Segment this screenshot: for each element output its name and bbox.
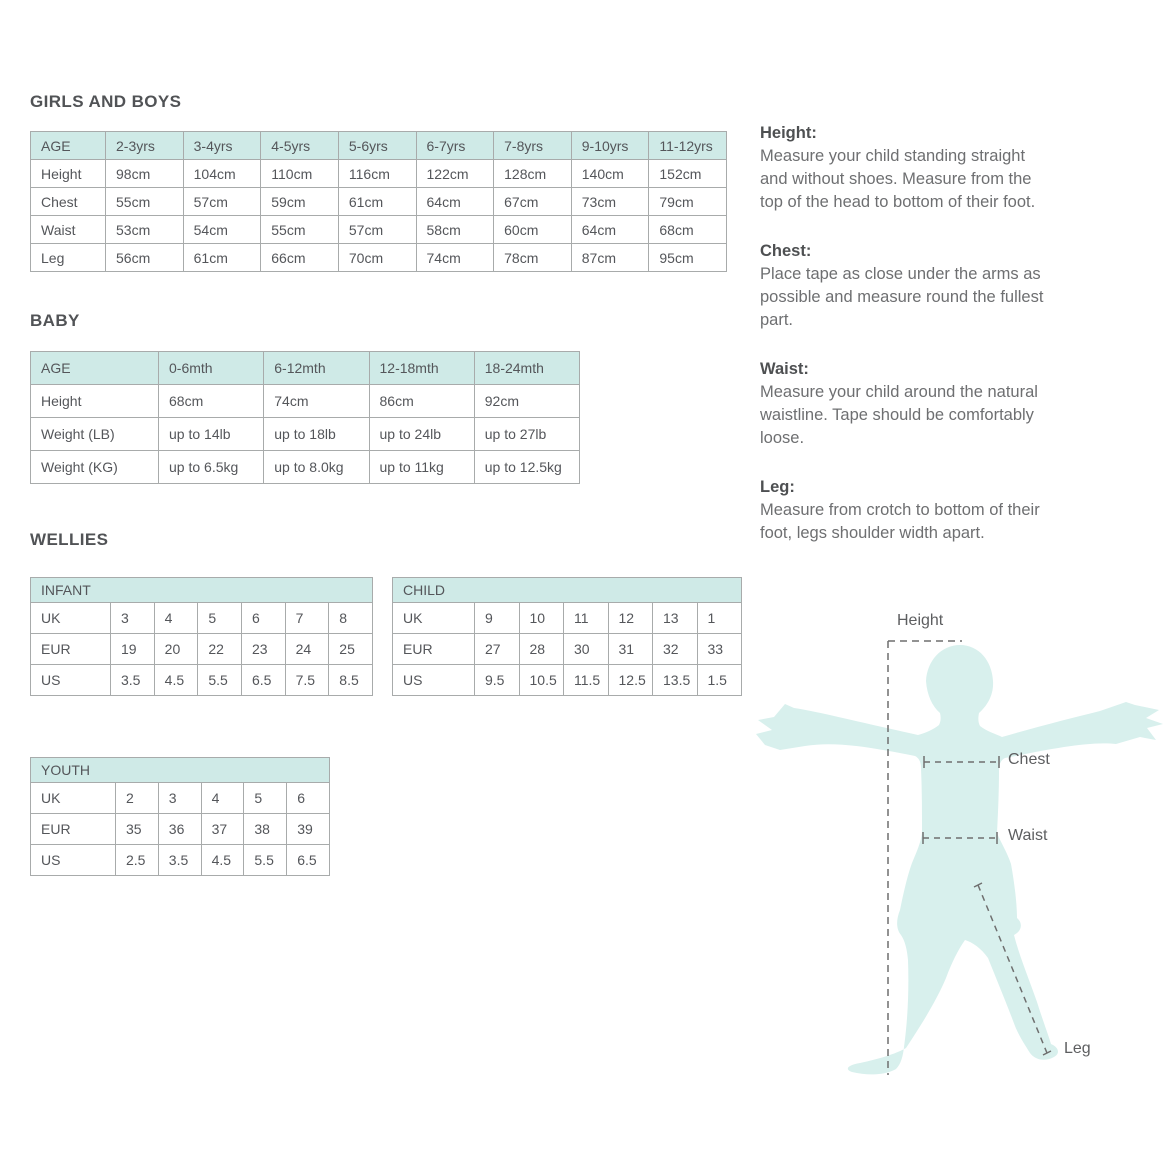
value-cell: up to 6.5kg: [159, 451, 264, 484]
value-cell: 92cm: [474, 385, 579, 418]
value-cell: 39: [287, 814, 330, 845]
value-cell: 104cm: [183, 160, 261, 188]
value-cell: up to 18lb: [264, 418, 369, 451]
section-title-wellies: WELLIES: [30, 530, 109, 549]
table-row: [393, 665, 742, 696]
table-row: [31, 451, 580, 484]
table-banner-row: [393, 578, 742, 603]
value-cell: 24: [285, 634, 329, 665]
table-banner-cell: YOUTH: [31, 758, 330, 783]
row-label-cell: EUR: [31, 634, 111, 665]
value-cell: 55cm: [106, 188, 184, 216]
table-row: [31, 783, 330, 814]
value-cell: 67cm: [494, 188, 572, 216]
row-label-cell: EUR: [393, 634, 475, 665]
value-cell: 9: [475, 603, 520, 634]
row-label-cell: Weight (LB): [31, 418, 159, 451]
value-cell: 6.5: [287, 845, 330, 876]
instruction-block-waist: [760, 358, 1130, 450]
value-cell: 19: [111, 634, 155, 665]
table-header-cell: 5-6yrs: [338, 132, 416, 160]
table-header-cell: AGE: [31, 352, 159, 385]
row-label-cell: Chest: [31, 188, 106, 216]
value-cell: 8.5: [329, 665, 373, 696]
row-label-cell: EUR: [31, 814, 116, 845]
value-cell: 3: [158, 783, 201, 814]
value-cell: 12.5: [608, 665, 653, 696]
value-cell: up to 27lb: [474, 418, 579, 451]
wellies-infant-table: [30, 577, 373, 696]
child-silhouette-illustration: [750, 598, 1169, 1098]
value-cell: 95cm: [649, 244, 727, 272]
value-cell: 23: [241, 634, 285, 665]
value-cell: 2: [116, 783, 159, 814]
value-cell: 73cm: [571, 188, 649, 216]
value-cell: 5.5: [244, 845, 287, 876]
instruction-text-line: Measure your child standing straight: [760, 147, 1026, 165]
section-title-baby: BABY: [30, 311, 80, 330]
table-row: [31, 216, 727, 244]
value-cell: 74cm: [416, 244, 494, 272]
table-banner-cell: INFANT: [31, 578, 373, 603]
value-cell: 3: [111, 603, 155, 634]
value-cell: up to 8.0kg: [264, 451, 369, 484]
value-cell: 25: [329, 634, 373, 665]
value-cell: 98cm: [106, 160, 184, 188]
table-header-row: [31, 352, 580, 385]
value-cell: 33: [697, 634, 742, 665]
value-cell: 61cm: [183, 244, 261, 272]
body-measurement-diagram: [750, 598, 1169, 1098]
value-cell: 60cm: [494, 216, 572, 244]
table-row: [31, 188, 727, 216]
instruction-block-chest: [760, 240, 1130, 332]
figure-label-height: Height: [897, 612, 944, 629]
value-cell: 70cm: [338, 244, 416, 272]
instruction-text-line: and without shoes. Measure from the: [760, 170, 1032, 188]
table-row: [31, 814, 330, 845]
value-cell: 5.5: [198, 665, 242, 696]
table-header-cell: 3-4yrs: [183, 132, 261, 160]
value-cell: 31: [608, 634, 653, 665]
value-cell: 57cm: [338, 216, 416, 244]
row-label-cell: UK: [31, 783, 116, 814]
table-header-cell: AGE: [31, 132, 106, 160]
value-cell: 54cm: [183, 216, 261, 244]
value-cell: 57cm: [183, 188, 261, 216]
value-cell: 1.5: [697, 665, 742, 696]
instruction-text-line: waistline. Tape should be comfortably: [760, 406, 1034, 424]
value-cell: 10: [519, 603, 564, 634]
table-row: [31, 418, 580, 451]
figure-label-waist: Waist: [1008, 827, 1048, 844]
instruction-text-line: possible and measure round the fullest: [760, 288, 1044, 306]
instruction-text-line: top of the head to bottom of their foot.: [760, 193, 1036, 211]
baby-size-table: [30, 351, 580, 484]
table-header-cell: 4-5yrs: [261, 132, 339, 160]
value-cell: up to 24lb: [369, 418, 474, 451]
value-cell: 30: [564, 634, 609, 665]
value-cell: 3.5: [158, 845, 201, 876]
value-cell: 59cm: [261, 188, 339, 216]
instruction-label: Chest:: [760, 242, 812, 260]
value-cell: 5: [244, 783, 287, 814]
instruction-text-line: Measure from crotch to bottom of their: [760, 501, 1040, 519]
girls-boys-size-table: [30, 131, 727, 272]
row-label-cell: Leg: [31, 244, 106, 272]
table-row: [31, 385, 580, 418]
table-header-cell: 6-7yrs: [416, 132, 494, 160]
row-label-cell: UK: [393, 603, 475, 634]
value-cell: 22: [198, 634, 242, 665]
row-label-cell: Weight (KG): [31, 451, 159, 484]
table-row: [393, 634, 742, 665]
instruction-text-line: Measure your child around the natural: [760, 383, 1038, 401]
value-cell: 86cm: [369, 385, 474, 418]
value-cell: 11: [564, 603, 609, 634]
value-cell: 11.5: [564, 665, 609, 696]
value-cell: 128cm: [494, 160, 572, 188]
value-cell: 64cm: [571, 216, 649, 244]
table-header-cell: 18-24mth: [474, 352, 579, 385]
value-cell: 140cm: [571, 160, 649, 188]
value-cell: 5: [198, 603, 242, 634]
value-cell: 20: [154, 634, 198, 665]
value-cell: 55cm: [261, 216, 339, 244]
value-cell: 10.5: [519, 665, 564, 696]
value-cell: 12: [608, 603, 653, 634]
value-cell: 2.5: [116, 845, 159, 876]
table-header-cell: 0-6mth: [159, 352, 264, 385]
value-cell: 66cm: [261, 244, 339, 272]
wellies-youth-table: [30, 757, 330, 876]
table-header-cell: 6-12mth: [264, 352, 369, 385]
table-row: [31, 845, 330, 876]
table-header-cell: 2-3yrs: [106, 132, 184, 160]
wellies-child-table: [392, 577, 742, 696]
value-cell: 4.5: [201, 845, 244, 876]
table-header-cell: 12-18mth: [369, 352, 474, 385]
row-label-cell: UK: [31, 603, 111, 634]
instruction-text-line: part.: [760, 311, 794, 329]
value-cell: 68cm: [159, 385, 264, 418]
row-label-cell: US: [393, 665, 475, 696]
table-banner-row: [31, 578, 373, 603]
value-cell: 4: [201, 783, 244, 814]
table-row: [31, 665, 373, 696]
section-title-girls-boys: GIRLS AND BOYS: [30, 92, 182, 111]
value-cell: 122cm: [416, 160, 494, 188]
value-cell: 110cm: [261, 160, 339, 188]
instruction-text-line: foot, legs shoulder width apart.: [760, 524, 985, 542]
child-body-shape: [756, 645, 1163, 1074]
instruction-text-line: Place tape as close under the arms as: [760, 265, 1041, 283]
table-row: [393, 603, 742, 634]
value-cell: 1: [697, 603, 742, 634]
instruction-label: Height:: [760, 124, 817, 142]
value-cell: up to 14lb: [159, 418, 264, 451]
value-cell: 13.5: [653, 665, 698, 696]
value-cell: 4: [154, 603, 198, 634]
value-cell: 13: [653, 603, 698, 634]
value-cell: 56cm: [106, 244, 184, 272]
table-banner-row: [31, 758, 330, 783]
row-label-cell: Height: [31, 160, 106, 188]
figure-label-leg: Leg: [1064, 1040, 1091, 1057]
value-cell: 38: [244, 814, 287, 845]
measurement-instructions: [760, 122, 1130, 571]
value-cell: 27: [475, 634, 520, 665]
value-cell: 68cm: [649, 216, 727, 244]
value-cell: 6.5: [241, 665, 285, 696]
instruction-block-leg: [760, 476, 1130, 545]
value-cell: 78cm: [494, 244, 572, 272]
value-cell: 7.5: [285, 665, 329, 696]
value-cell: 152cm: [649, 160, 727, 188]
value-cell: 6: [287, 783, 330, 814]
value-cell: 87cm: [571, 244, 649, 272]
value-cell: 4.5: [154, 665, 198, 696]
value-cell: up to 12.5kg: [474, 451, 579, 484]
value-cell: 37: [201, 814, 244, 845]
table-row: [31, 634, 373, 665]
value-cell: 35: [116, 814, 159, 845]
value-cell: 8: [329, 603, 373, 634]
value-cell: 64cm: [416, 188, 494, 216]
table-row: [31, 160, 727, 188]
value-cell: up to 11kg: [369, 451, 474, 484]
instruction-text-line: loose.: [760, 429, 805, 447]
value-cell: 9.5: [475, 665, 520, 696]
row-label-cell: Waist: [31, 216, 106, 244]
row-label-cell: US: [31, 665, 111, 696]
table-header-row: [31, 132, 727, 160]
table-row: [31, 244, 727, 272]
figure-label-chest: Chest: [1008, 751, 1050, 768]
table-row: [31, 603, 373, 634]
table-header-cell: 9-10yrs: [571, 132, 649, 160]
instruction-block-height: [760, 122, 1130, 214]
value-cell: 74cm: [264, 385, 369, 418]
value-cell: 6: [241, 603, 285, 634]
row-label-cell: US: [31, 845, 116, 876]
instruction-label: Leg:: [760, 478, 795, 496]
table-banner-cell: CHILD: [393, 578, 742, 603]
instruction-label: Waist:: [760, 360, 809, 378]
value-cell: 36: [158, 814, 201, 845]
value-cell: 116cm: [338, 160, 416, 188]
value-cell: 28: [519, 634, 564, 665]
value-cell: 61cm: [338, 188, 416, 216]
value-cell: 3.5: [111, 665, 155, 696]
value-cell: 79cm: [649, 188, 727, 216]
value-cell: 32: [653, 634, 698, 665]
value-cell: 58cm: [416, 216, 494, 244]
table-header-cell: 11-12yrs: [649, 132, 727, 160]
value-cell: 53cm: [106, 216, 184, 244]
row-label-cell: Height: [31, 385, 159, 418]
value-cell: 7: [285, 603, 329, 634]
table-header-cell: 7-8yrs: [494, 132, 572, 160]
